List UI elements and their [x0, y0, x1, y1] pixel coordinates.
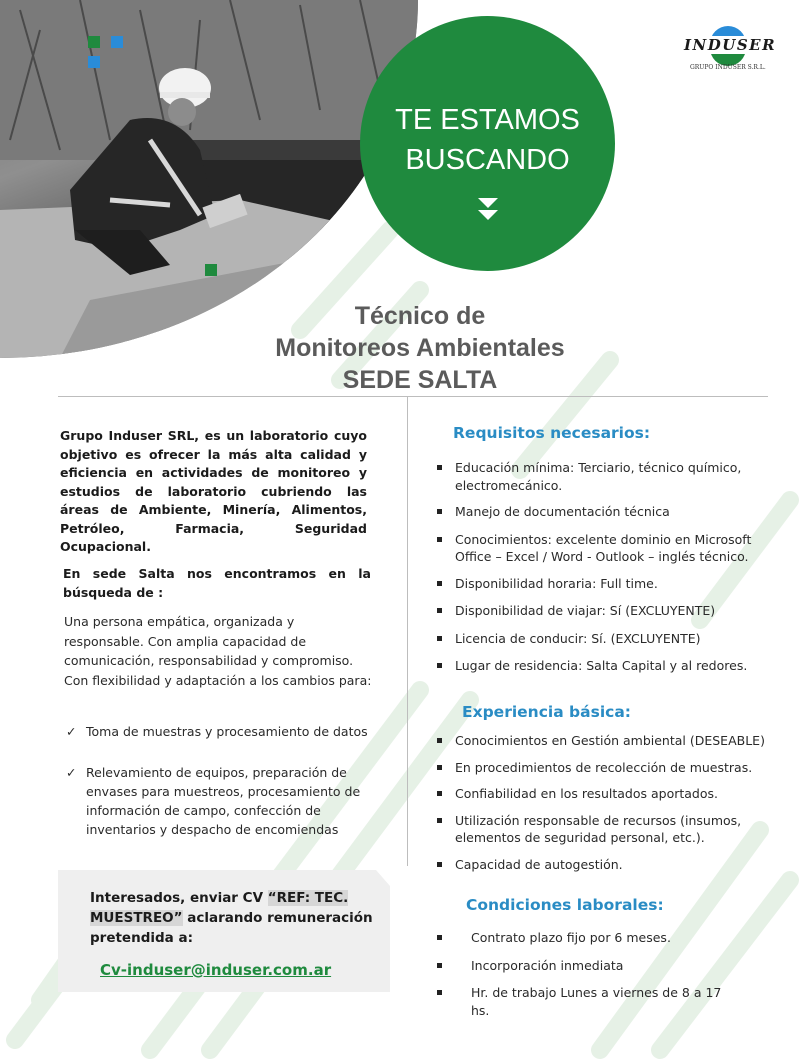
reference-code: “REF: TEC. MUESTREO”	[90, 890, 349, 926]
horizontal-divider	[58, 396, 768, 397]
contact-prefix: Interesados, enviar CV	[90, 890, 268, 906]
job-title-line-1: Técnico de	[354, 302, 486, 330]
experiencia-heading: Experiencia básica:	[462, 703, 631, 721]
contact-instructions	[90, 888, 390, 948]
vertical-divider	[407, 396, 408, 866]
list-item: Contrato plazo fijo por 6 meses.	[437, 929, 757, 947]
accent-square-blue	[111, 36, 123, 48]
banner-line-2: BUSCANDO	[405, 144, 570, 176]
task-item	[66, 763, 382, 839]
checkmark-icon: ✓	[66, 765, 77, 780]
contact-suffix: aclarando remuneración pretendida a:	[90, 910, 373, 946]
list-item: Confiabilidad en los resultados aportados.	[437, 785, 782, 803]
requisitos-list	[437, 459, 782, 675]
accent-square-blue	[88, 56, 100, 68]
list-item: Lugar de residencia: Salta Capital y al redores.	[437, 657, 782, 675]
task-list	[66, 722, 382, 861]
list-item: Educación mínima: Terciario, técnico químico, electromecánico.	[437, 459, 782, 494]
logo-subtitle: GRUPO INDUSER S.R.L.	[690, 64, 766, 71]
accent-square-green	[88, 36, 100, 48]
list-item: Manejo de documentación técnica	[437, 503, 782, 521]
logo-brand: INDUSER	[680, 36, 780, 54]
list-item: Incorporación inmediata	[437, 957, 757, 975]
list-item: Disponibilidad horaria: Full time.	[437, 575, 782, 593]
list-item: En procedimientos de recolección de muestras.	[437, 759, 782, 777]
task-text: Relevamiento de equipos, preparación de envases para muestreos, procesamiento de información de campo, confección de inventarios y despacho de encomiendas	[86, 765, 361, 837]
contact-email-link[interactable]: Cv-induser@induser.com.ar	[100, 961, 332, 979]
job-title-line-2: Monitoreos Ambientales	[275, 334, 565, 362]
list-item: Conocimientos: excelente dominio en Microsoft Office – Excel / Word - Outlook – inglés técnico.	[437, 531, 782, 566]
list-item: Disponibilidad de viajar: Sí (EXCLUYENTE)	[437, 602, 782, 620]
experiencia-list	[437, 732, 782, 873]
list-item: Utilización responsable de recursos (insumos, elementos de seguridad personal, etc.).	[437, 812, 782, 847]
requisitos-heading: Requisitos necesarios:	[453, 424, 651, 442]
list-item: Hr. de trabajo Lunes a viernes de 8 a 17 hs.	[437, 984, 741, 1019]
sede-search-text: En sede Salta nos encontramos en la búsqueda de :	[63, 566, 371, 600]
checkmark-icon: ✓	[66, 724, 77, 739]
accent-square-green	[205, 264, 217, 276]
list-item: Licencia de conducir: Sí. (EXCLUYENTE)	[437, 630, 782, 648]
persona-description: Una persona empática, organizada y responsable. Con amplia capacidad de comunicación, responsabilidad y compromiso. Con flexibilidad y adaptación a los cambios para:	[64, 614, 372, 688]
job-title	[200, 300, 640, 396]
task-item	[66, 722, 382, 741]
task-text: Toma de muestras y procesamiento de datos	[86, 724, 368, 739]
company-intro: Grupo Induser SRL, es un laboratorio cuyo objetivo es ofrecer la más alta calidad y eficiencia en actividades de monitoreo y estudios de laboratorio cubriendo las áreas de Ambiente, Minería, Alimentos, Petróleo, Farmacia, Seguridad Ocupacional.	[60, 428, 367, 554]
hiring-banner	[360, 16, 615, 271]
job-title-line-3: SEDE SALTA	[342, 366, 498, 394]
condiciones-list	[437, 929, 757, 1019]
condiciones-heading: Condiciones laborales:	[466, 896, 664, 914]
double-chevron-down-icon	[478, 198, 498, 222]
list-item: Conocimientos en Gestión ambiental (DESEABLE)	[437, 732, 782, 750]
list-item: Capacidad de autogestión.	[437, 856, 782, 874]
banner-line-1: TE ESTAMOS	[395, 104, 580, 136]
